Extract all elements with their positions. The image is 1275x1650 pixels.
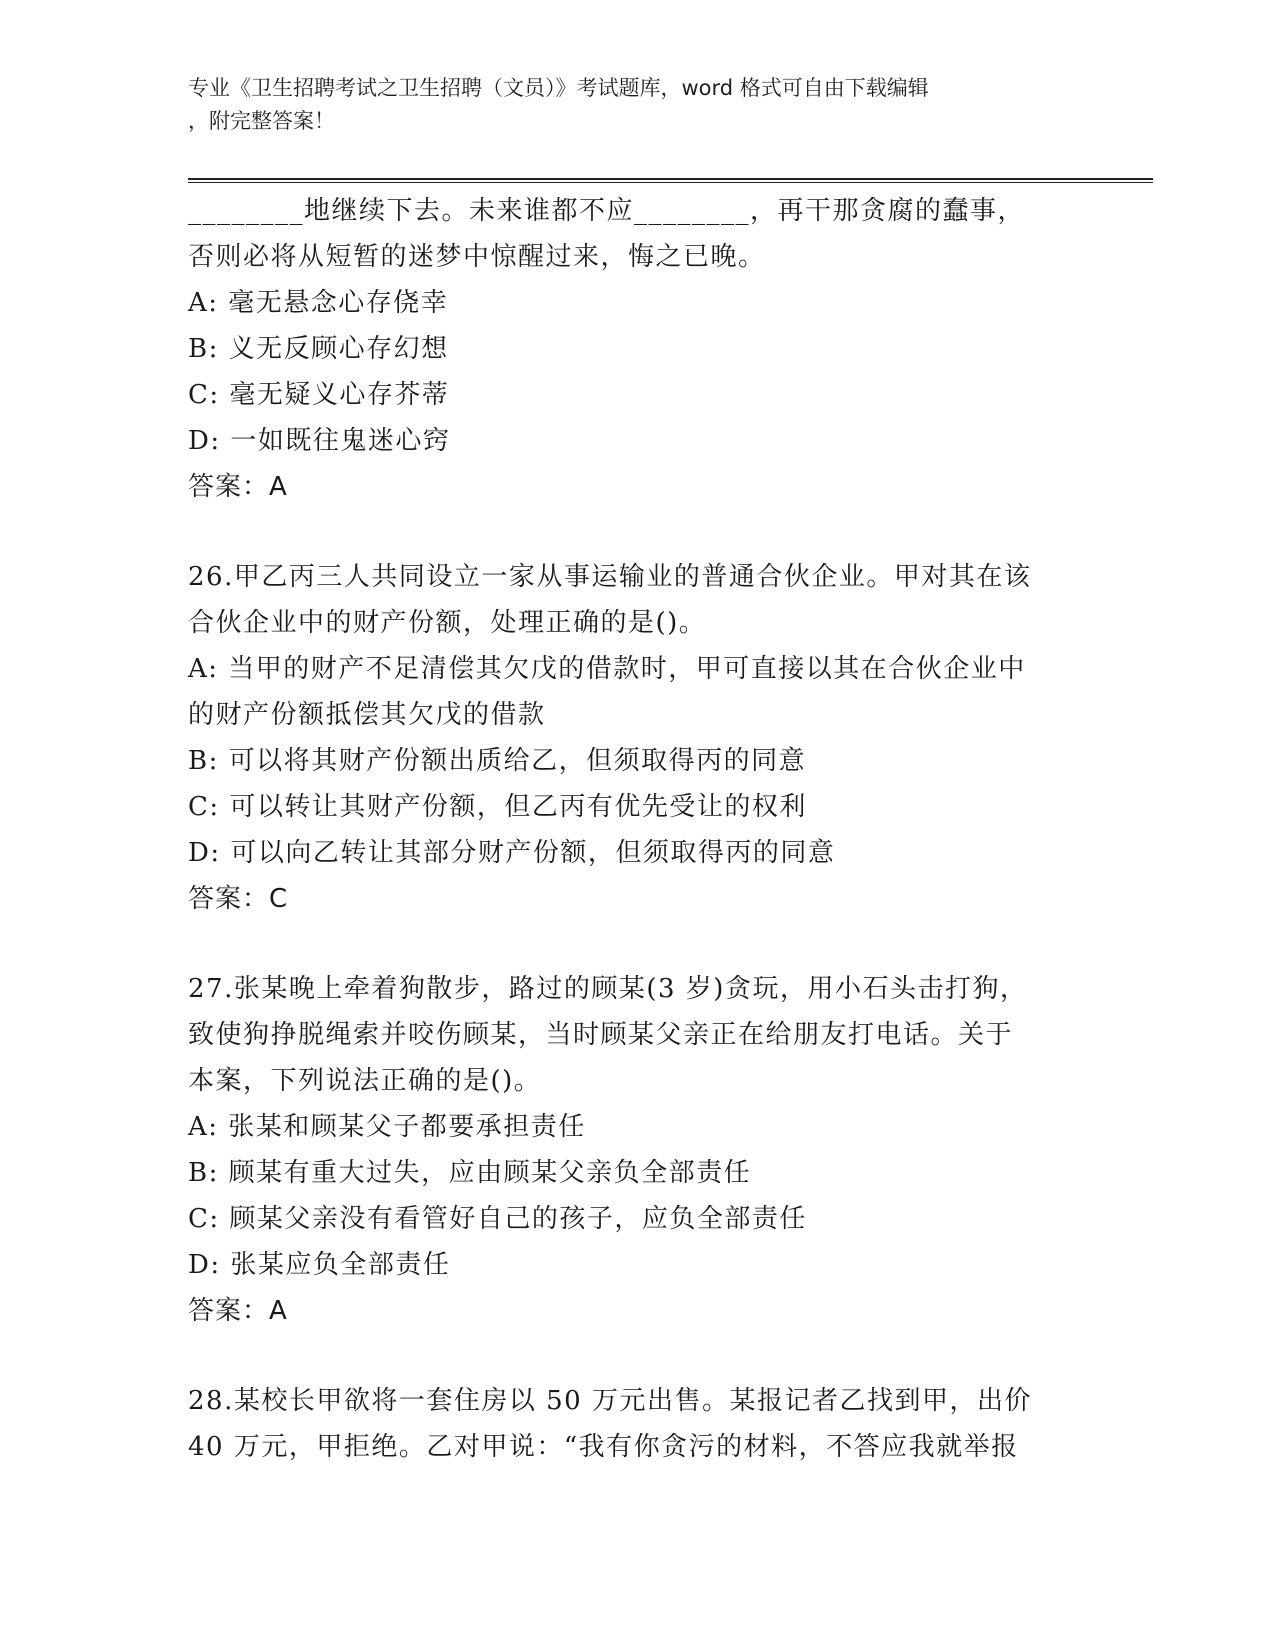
question-text-line: 合伙企业中的财产份额，处理正确的是()。 [188,608,707,638]
document-header [188,72,1068,138]
question-text-line: 26.甲乙丙三人共同设立一家从事运输业的普通合伙企业。甲对其在该 [188,562,1032,592]
spacer [188,1334,1088,1378]
option-c: C: 顾某父亲没有看管好自己的孩子，应负全部责任 [188,1204,807,1234]
option-d: D: 张某应负全部责任 [188,1250,451,1280]
option-d: D: 可以向乙转让其部分财产份额，但须取得丙的同意 [188,838,836,868]
question-text-line: 27.张某晚上牵着狗散步，路过的顾某(3 岁)贪玩，用小石头击打狗， [188,974,1028,1004]
question-text-line: 致使狗挣脱绳索并咬伤顾某，当时顾某父亲正在给朋友打电话。关于 [188,1020,1014,1050]
header-divider [188,178,1153,183]
question-text-line: 本案，下列说法正确的是()。 [188,1066,542,1096]
question-28 [188,1378,1088,1470]
question-list [188,188,1088,1470]
option-b: B: 顾某有重大过失，应由顾某父亲负全部责任 [188,1158,752,1188]
option-a: A: 毫无悬念心存侥幸 [188,288,449,318]
question-text-line: ________地继续下去。未来谁都不应________，再干那贪腐的蠢事， [188,196,1026,226]
option-b: B: 义无反顾心存幻想 [188,334,449,364]
header-line-1: 专业《卫生招聘考试之卫生招聘（文员）》考试题库，word 格式可自由下载编辑 [188,76,929,100]
answer: 答案：C [188,884,289,914]
answer: 答案：A [188,1296,288,1326]
question-text-line: 40 万元，甲拒绝。乙对甲说：“我有你贪污的材料，不答应我就举报 [188,1432,1019,1462]
question-26 [188,554,1088,922]
question-text-line: 否则必将从短暂的迷梦中惊醒过来，悔之已晚。 [188,242,766,272]
option-a-continued: 的财产份额抵偿其欠戊的借款 [188,700,546,730]
answer: 答案：A [188,472,288,502]
option-c: C: 毫无疑义心存芥蒂 [188,380,450,410]
question-text-line: 28.某校长甲欲将一套住房以 50 万元出售。某报记者乙找到甲，出价 [188,1386,1032,1416]
option-a: A: 当甲的财产不足清偿其欠戊的借款时，甲可直接以其在合伙企业中 [188,654,1026,684]
option-d: D: 一如既往鬼迷心窍 [188,426,451,456]
spacer [188,922,1088,966]
option-b: B: 可以将其财产份额出质给乙，但须取得丙的同意 [188,746,807,776]
question-25 [188,188,1088,510]
option-c: C: 可以转让其财产份额，但乙丙有优先受让的权利 [188,792,807,822]
header-line-2: ，附完整答案！ [188,109,335,133]
question-27 [188,966,1088,1334]
option-a: A: 张某和顾某父子都要承担责任 [188,1112,586,1142]
spacer [188,510,1088,554]
